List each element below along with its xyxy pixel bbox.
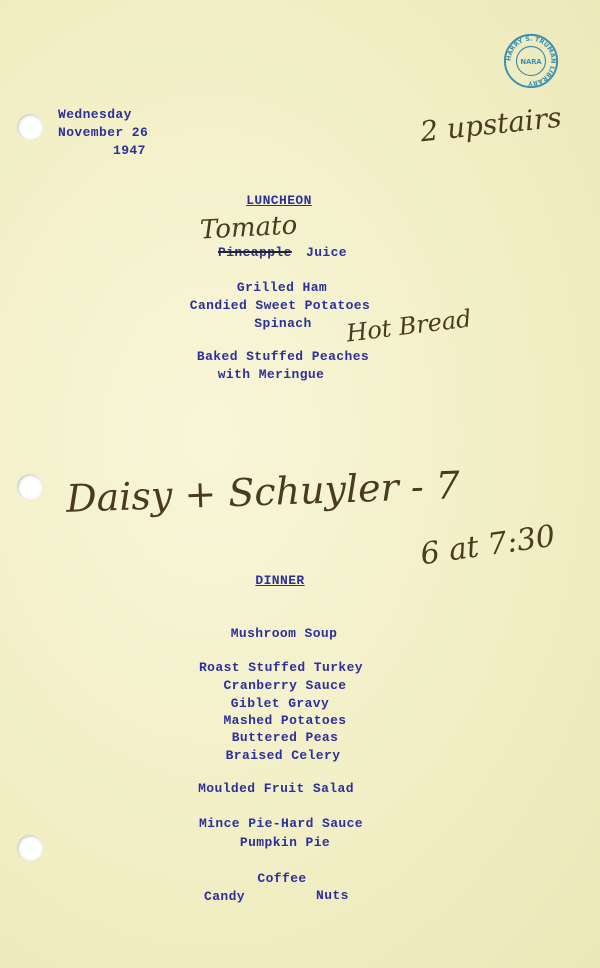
handwritten-time: 6 at 7:30 (418, 518, 558, 573)
dinner-nuts: Nuts (316, 888, 349, 903)
header-weekday: Wednesday (58, 107, 132, 122)
dinner-main-item: Roast Stuffed Turkey (198, 660, 364, 675)
luncheon-item: Grilled Ham (236, 280, 328, 295)
handwritten-tomato: Tomato (199, 210, 298, 246)
archive-stamp (502, 32, 560, 90)
stamp-center-text: NARA (520, 57, 542, 66)
binder-hole-top (17, 114, 43, 140)
dinner-dessert: Mince Pie-Hard Sauce (198, 816, 364, 831)
luncheon-title: LUNCHEON (246, 193, 312, 208)
dinner-title: DINNER (255, 573, 305, 588)
dinner-main-item: Buttered Peas (231, 730, 339, 745)
stamp-ring-text: HARRY S. TRUMAN LIBRARY (505, 35, 557, 87)
binder-hole-middle (17, 474, 43, 500)
header-date: November 26 (58, 125, 149, 140)
dinner-coffee: Coffee (257, 871, 307, 886)
header-year: 1947 (113, 143, 146, 158)
luncheon-juice: Juice (306, 245, 348, 260)
luncheon-dessert: Baked Stuffed Peaches (196, 349, 370, 364)
dinner-main-item: Cranberry Sauce (223, 678, 347, 693)
dinner-salad: Moulded Fruit Salad (198, 781, 354, 796)
luncheon-dessert: with Meringue (217, 367, 325, 382)
handwritten-guests: Daisy + Schuyler - 7 (65, 463, 461, 521)
dinner-main-item: Giblet Gravy (230, 696, 330, 711)
dinner-dessert: Pumpkin Pie (239, 835, 331, 850)
binder-hole-bottom (17, 835, 43, 861)
dinner-main-item: Braised Celery (225, 748, 341, 763)
handwritten-upstairs: 2 upstairs (418, 100, 564, 149)
dinner-main-item: Mashed Potatoes (223, 713, 347, 728)
handwritten-hot-bread: Hot Bread (344, 304, 473, 348)
dinner-soup: Mushroom Soup (230, 626, 338, 641)
dinner-candy: Candy (204, 889, 246, 904)
luncheon-juice-struck: Pineapple (218, 245, 292, 260)
luncheon-item: Spinach (254, 316, 312, 331)
luncheon-item: Candied Sweet Potatoes (189, 298, 371, 313)
